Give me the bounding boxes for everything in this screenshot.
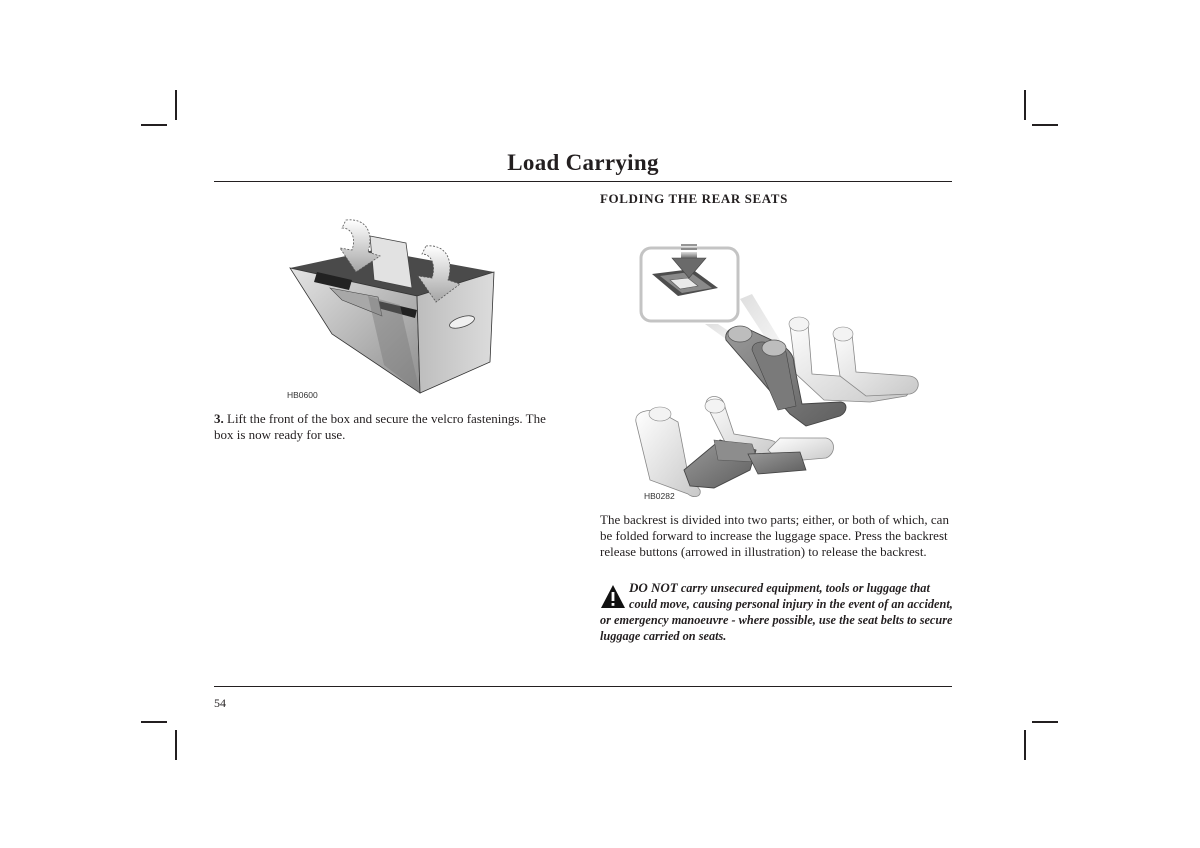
crop-mark xyxy=(1032,124,1058,126)
warning-text: carry unsecured equipment, tools or luggage that could move, causing personal injury in the event of an accident, or emergency manoeuvre - where possible, use the seat belts to secure luggage carried on seats. xyxy=(600,581,953,643)
storage-box-illustration xyxy=(282,210,502,398)
header-rule xyxy=(214,181,952,182)
crop-mark xyxy=(141,124,167,126)
crop-mark xyxy=(141,721,167,723)
body-paragraph: The backrest is divided into two parts; either, or both of which, can be folded forward to increase the luggage space. Press the backrest release buttons (arrowed in illustration) to release the backrest. xyxy=(600,512,949,559)
crop-mark xyxy=(1024,730,1026,760)
warning-notice xyxy=(600,580,954,644)
section-heading: FOLDING THE REAR SEATS xyxy=(600,191,788,206)
page-number: 54 xyxy=(214,696,226,710)
warning-lead: DO NOT xyxy=(629,580,678,595)
figure-code: HB0600 xyxy=(287,390,318,400)
page-title: Load Carrying xyxy=(507,150,659,175)
crop-mark xyxy=(175,90,177,120)
warning-triangle-icon xyxy=(600,584,626,610)
rear-seats-illustration xyxy=(630,244,930,502)
step-number: 3. xyxy=(214,411,224,426)
step-3-paragraph xyxy=(214,411,564,443)
crop-mark xyxy=(175,730,177,760)
figure-code: HB0282 xyxy=(644,491,675,501)
footer-rule xyxy=(214,686,952,687)
crop-mark xyxy=(1032,721,1058,723)
crop-mark xyxy=(1024,90,1026,120)
step-text: Lift the front of the box and secure the velcro fastenings. The box is now ready for use. xyxy=(214,411,546,442)
